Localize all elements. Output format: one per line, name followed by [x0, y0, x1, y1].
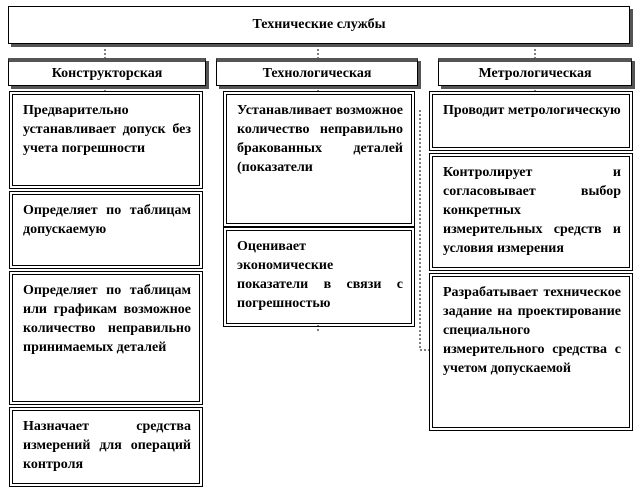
- metrology-box-2: [432, 156, 630, 268]
- metrology-box-1: [432, 94, 630, 148]
- design-box-3-text: Определяет по таблицам или графикам возможное количество неправильно принимаемых деталей: [23, 283, 191, 355]
- metrology-box-3: [432, 276, 630, 428]
- diagram-title: Технические службы: [252, 17, 386, 32]
- column-header-metrology-label: Метрологическая: [478, 65, 592, 81]
- technology-box-2-text: Оценивает экономические показатели в связи с погрешностью: [237, 239, 403, 311]
- technology-box-1: [226, 94, 412, 224]
- design-box-1: [12, 94, 200, 186]
- metrology-box-1-text: Проводит метрологическую: [443, 103, 621, 118]
- metrology-box-2-text: Контролирует и согласовывает выбор конкретных измерительных средств и условия измерения: [443, 165, 621, 256]
- column-header-technology-label: Технологическая: [262, 65, 372, 81]
- design-box-2: [12, 194, 200, 266]
- design-box-4: [12, 410, 200, 484]
- column-header-metrology: [438, 58, 632, 86]
- column-header-design-label: Конструкторская: [51, 65, 163, 81]
- title-box: [8, 6, 630, 44]
- design-box-4-text: Назначает средства измерений для операций контроля: [23, 419, 191, 472]
- column-header-technology: [216, 58, 418, 86]
- design-box-2-text: Определяет по таблицам допускаемую: [23, 203, 191, 237]
- technology-box-1-text: Устанавливает возможное количество неправильно бракованных деталей (показатели: [237, 103, 403, 175]
- design-box-1-text: Предварительно устанавливает допуск без учета погрешности: [23, 103, 191, 156]
- design-box-3: [12, 274, 200, 402]
- column-header-design: [8, 58, 206, 86]
- metrology-box-3-text: Разрабатывает техническое задание на проектирование специального измерительного средства с учетом допускаемой: [443, 285, 621, 376]
- technology-box-2: [226, 230, 412, 324]
